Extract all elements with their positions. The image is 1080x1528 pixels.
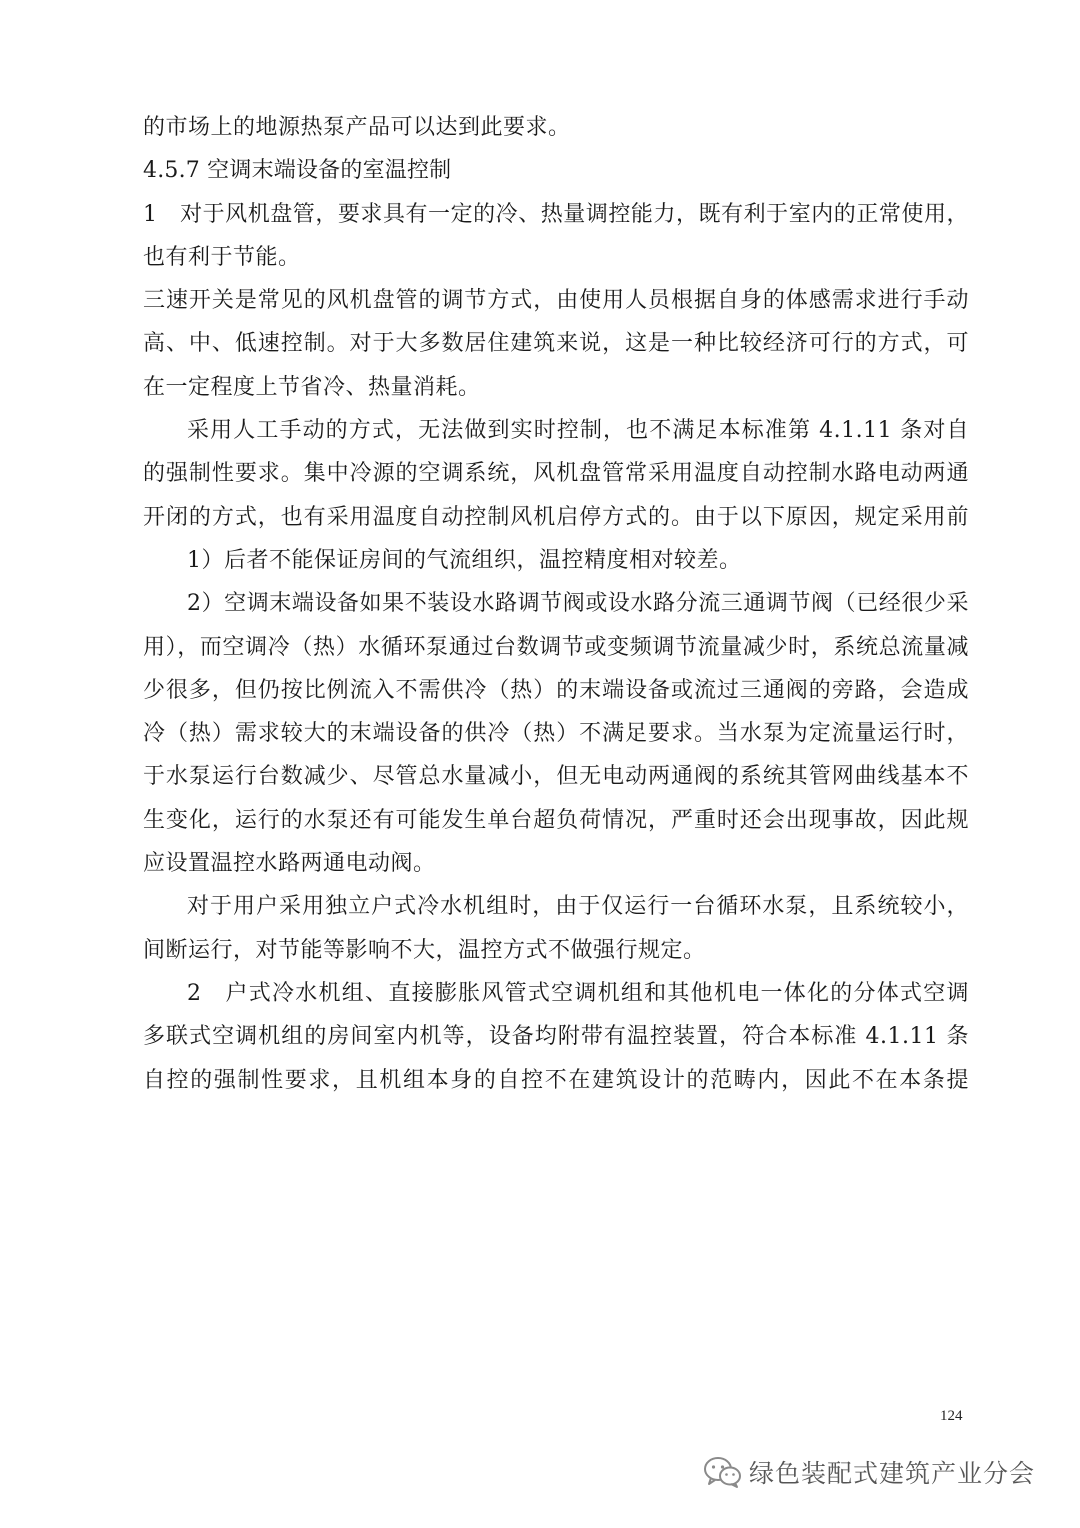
text-line: 的强制性要求。集中冷源的空调系统，风机盘管常采用温度自动控制水路电动两通 [143, 461, 969, 487]
text-line: 用），而空调冷（热）水循环泵通过台数调节或变频调节流量减少时，系统总流量减 [143, 634, 969, 660]
text-line: 于水泵运行台数减少、尽管总水量减小，但无电动两通阀的系统其管网曲线基本不 [143, 764, 969, 790]
text-line: 少很多，但仍按比例流入不需供冷（热）的末端设备或流过三通阀的旁路，会造成 [143, 677, 969, 703]
watermark-text: 绿色装配式建筑产业分会 [749, 1459, 1036, 1488]
text-line: 间断运行，对节能等影响不大，温控方式不做强行规定。 [143, 937, 706, 963]
text-line: 1 对于风机盘管，要求具有一定的冷、热量调控能力，既有利于室内的正常使用， [143, 201, 969, 227]
text-line: 应设置温控水路两通电动阀。 [143, 851, 436, 877]
section-heading: 4.5.7 空调末端设备的室温控制 [143, 158, 452, 184]
text-line: 2）空调末端设备如果不装设水路调节阀或设水路分流三通调节阀（已经很少采 [187, 591, 969, 617]
text-line: 的市场上的地源热泵产品可以达到此要求。 [143, 115, 571, 140]
text-line: 高、中、低速控制。对于大多数居住建筑来说，这是一种比较经济可行的方式，可 [143, 331, 969, 357]
text-line: 对于用户采用独立户式冷水机组时，由于仅运行一台循环水泵，且系统较小， [187, 894, 969, 920]
text-line: 多联式空调机组的房间室内机等，设备均附带有温控装置，符合本标准 4.1.11 条 [143, 1024, 969, 1050]
text-line: 生变化，运行的水泵还有可能发生单台超负荷情况，严重时还会出现事故，因此规 [143, 807, 969, 833]
page-number: 124 [940, 1408, 963, 1424]
text-line: 采用人工手动的方式，无法做到实时控制，也不满足本标准第 4.1.11 条对自 [187, 418, 969, 444]
text-line: 2 户式冷水机组、直接膨胀风管式空调机组和其他机电一体化的分体式空调 [187, 980, 969, 1006]
text-line: 自控的强制性要求，且机组本身的自控不在建筑设计的范畴内，因此不在本条提 [143, 1067, 969, 1093]
text-line: 三速开关是常见的风机盘管的调节方式，由使用人员根据自身的体感需求进行手动 [143, 288, 969, 314]
text-line: 开闭的方式，也有采用温度自动控制风机启停方式的。由于以下原因，规定采用前 [143, 504, 969, 530]
text-line: 冷（热）需求较大的末端设备的供冷（热）不满足要求。当水泵为定流量运行时， [143, 721, 969, 747]
text-line: 在一定程度上节省冷、热量消耗。 [143, 374, 481, 400]
watermark [703, 1452, 1035, 1492]
document-body [143, 106, 969, 1102]
wechat-icon [703, 1455, 743, 1489]
text-line: 也有利于节能。 [143, 244, 301, 270]
text-line: 1）后者不能保证房间的气流组织，温控精度相对较差。 [187, 547, 742, 573]
